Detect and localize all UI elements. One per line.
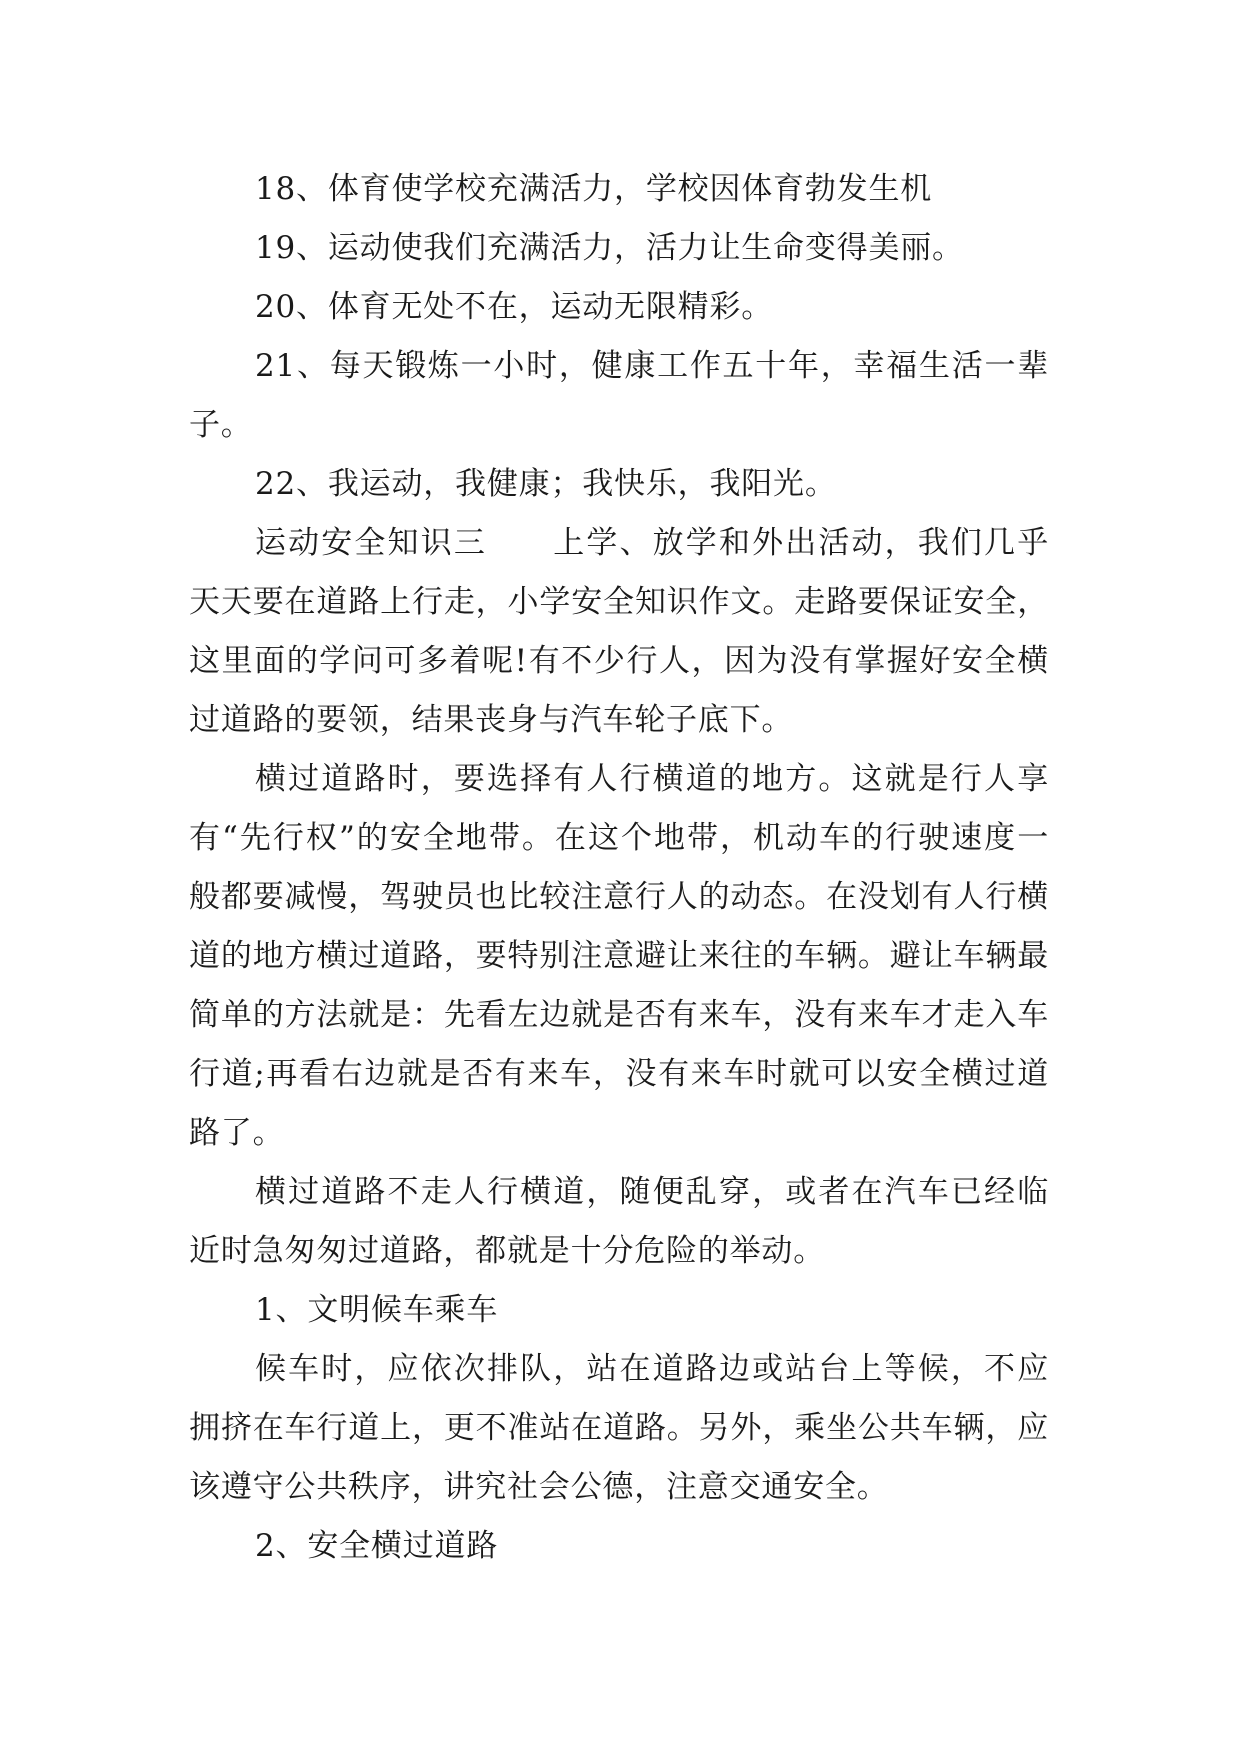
paragraph-danger-warning: 横过道路不走人行横道，随便乱穿，或者在汽车已经临近时急匆匆过道路，都就是十分危险的举动。 xyxy=(189,1174,1049,1269)
paragraph-item-18: 18、体育使学校充满活力，学校因体育勃发生机 xyxy=(255,171,933,207)
paragraph-item-22: 22、我运动，我健康；我快乐，我阳光。 xyxy=(255,466,837,502)
paragraph-item-20: 20、体育无处不在，运动无限精彩。 xyxy=(255,289,774,325)
paragraph-boarding-rules: 候车时，应依次排队，站在道路边或站台上等候，不应拥挤在车行道上，更不准站在道路。另外，乘坐公共车辆，应该遵守公共秩序，讲究社会公德，注意交通安全。 xyxy=(189,1351,1049,1505)
section-heading-boarding: 1、文明候车乘车 xyxy=(255,1292,499,1328)
section-heading-crossing: 2、安全横过道路 xyxy=(255,1528,499,1564)
paragraph-safety-knowledge-intro: 运动安全知识三 上学、放学和外出活动，我们几乎天天要在道路上行走，小学安全知识作文。走路要保证安全，这里面的学问可多着呢!有不少行人，因为没有掌握好安全横过道路的要领，结果丧身与汽车轮子底下。 xyxy=(189,525,1049,738)
paragraph-item-19: 19、运动使我们充满活力，活力让生命变得美丽。 xyxy=(255,230,964,266)
paragraph-item-21: 21、每天锻炼一小时，健康工作五十年，幸福生活一辈子。 xyxy=(189,348,1049,443)
document-body xyxy=(189,160,1049,1576)
paragraph-crosswalk-rules: 横过道路时，要选择有人行横道的地方。这就是行人享有“先行权”的安全地带。在这个地带，机动车的行驶速度一般都要减慢，驾驶员也比较注意行人的动态。在没划有人行横道的地方横过道路，要特别注意避让来往的车辆。避让车辆最简单的方法就是：先看左边就是否有来车，没有来车才走入车行道;再看右边就是否有来车，没有来车时就可以安全横过道路了。 xyxy=(189,761,1049,1151)
